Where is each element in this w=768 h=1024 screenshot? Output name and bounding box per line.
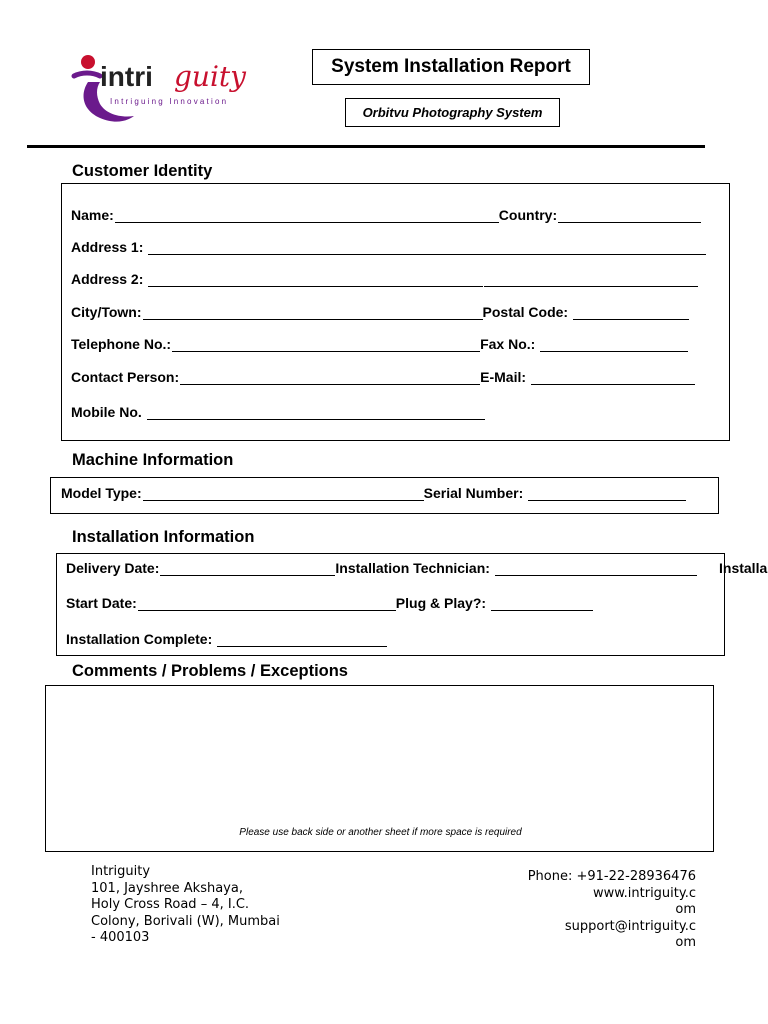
telephone-input-line[interactable] xyxy=(172,337,480,352)
support-email-link[interactable]: support@intriguity.c xyxy=(564,918,696,934)
comments-note: Please use back side or another sheet if more space is required xyxy=(239,827,522,838)
telephone-field[interactable] xyxy=(71,336,688,352)
delivery-date-label: Delivery Date: xyxy=(66,560,160,576)
header-divider xyxy=(27,145,705,148)
postal-code-input-line[interactable] xyxy=(573,305,689,320)
installation-complete-label: Installation Complete: xyxy=(66,631,213,647)
plug-and-play-input-line[interactable] xyxy=(491,596,593,611)
report-subtitle: Orbitvu Photography System xyxy=(345,98,560,127)
contact-person-input-line[interactable] xyxy=(180,370,480,385)
logo-wordmark-dark: intri xyxy=(100,61,153,92)
installation-complete-input-line[interactable] xyxy=(217,632,387,647)
machine-information-box xyxy=(50,477,719,514)
address-line: - 400103 xyxy=(91,930,150,945)
support-email-link-continued[interactable]: om xyxy=(675,935,696,950)
machine-information-heading: Machine Information xyxy=(72,451,234,469)
serial-number-input-line[interactable] xyxy=(528,486,686,501)
installation-complete-field[interactable] xyxy=(66,631,387,647)
email-input-line[interactable] xyxy=(531,370,695,385)
name-field[interactable] xyxy=(71,207,701,223)
postal-code-label: Postal Code: xyxy=(482,304,569,320)
address-line: 101, Jayshree Akshaya, xyxy=(91,880,243,896)
delivery-date-input-line[interactable] xyxy=(160,561,335,576)
mobile-label: Mobile No. xyxy=(71,404,142,420)
address-line: Colony, Borivali (W), Mumbai xyxy=(91,913,280,929)
model-type-label: Model Type: xyxy=(61,485,142,501)
name-label: Name: xyxy=(71,207,114,223)
serial-number-label: Serial Number: xyxy=(423,485,524,501)
website-link[interactable]: www.intriguity.c xyxy=(592,885,696,901)
report-title: System Installation Report xyxy=(312,49,590,85)
model-type-field[interactable] xyxy=(61,485,686,501)
customer-identity-heading: Customer Identity xyxy=(72,162,213,180)
start-date-input-line[interactable] xyxy=(138,596,396,611)
mobile-field[interactable] xyxy=(71,404,485,420)
installation-information-heading: Installation Information xyxy=(72,528,255,546)
phone-text: Phone: +91-22-28936476 xyxy=(527,869,696,884)
city-label: City/Town: xyxy=(71,304,142,320)
logo-wordmark-accent: guity xyxy=(174,60,246,93)
comments-heading: Comments / Problems / Exceptions xyxy=(72,662,348,680)
delivery-date-field[interactable] xyxy=(66,560,697,576)
installation-overflow-field xyxy=(719,560,767,576)
address-line: Intriguity xyxy=(91,864,151,879)
plug-and-play-label: Plug & Play?: xyxy=(395,595,487,611)
address1-label: Address 1: xyxy=(71,239,144,255)
fax-input-line[interactable] xyxy=(540,337,688,352)
logo-tagline: Intriguing Innovation xyxy=(110,97,229,106)
address2-input-line-2[interactable] xyxy=(484,272,698,287)
country-input-line[interactable] xyxy=(558,208,701,223)
company-contact xyxy=(505,869,696,952)
website-link-continued[interactable]: om xyxy=(675,902,696,917)
mobile-input-line[interactable] xyxy=(147,405,485,420)
city-input-line[interactable] xyxy=(143,305,483,320)
installation-technician-label: Installation Technician: xyxy=(335,560,490,576)
country-label: Country: xyxy=(498,207,558,223)
city-field[interactable] xyxy=(71,304,689,320)
company-address xyxy=(91,864,306,947)
fax-label: Fax No.: xyxy=(480,336,536,352)
email-label: E-Mail: xyxy=(480,369,527,385)
contact-person-label: Contact Person: xyxy=(71,369,180,385)
address2-field[interactable] xyxy=(71,271,698,287)
name-input-line[interactable] xyxy=(115,208,499,223)
address-line: Holy Cross Road – 4, I.C. xyxy=(91,897,250,912)
telephone-label: Telephone No.: xyxy=(71,336,172,352)
model-type-input-line[interactable] xyxy=(143,486,424,501)
address2-input-line[interactable] xyxy=(148,272,483,287)
start-date-label: Start Date: xyxy=(66,595,137,611)
installation-technician-input-line[interactable] xyxy=(495,561,697,576)
customer-identity-box xyxy=(61,183,730,441)
contact-person-field[interactable] xyxy=(71,369,695,385)
address1-input-line[interactable] xyxy=(148,240,706,255)
intriguity-logo xyxy=(70,52,285,128)
start-date-field[interactable] xyxy=(66,595,593,611)
address2-label: Address 2: xyxy=(71,271,144,287)
installation-overflow-label: Installa xyxy=(719,560,768,576)
address1-field[interactable] xyxy=(71,239,706,255)
